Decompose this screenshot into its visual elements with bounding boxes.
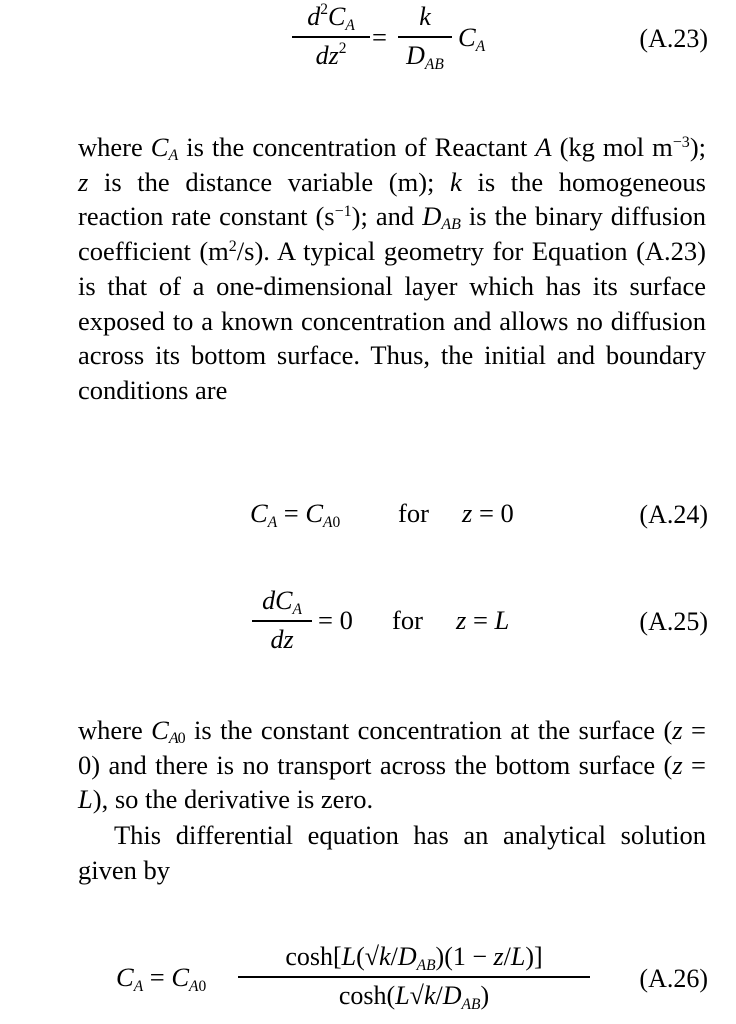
paragraph-3: This differential equation has an analytical solution given by <box>78 820 706 885</box>
eq-a25-for: for <box>392 605 423 635</box>
eq-a23-rhs-var: CA <box>458 22 486 55</box>
eq-a25-cond: z = L <box>456 605 510 635</box>
eq-a23-equals: = <box>372 22 387 52</box>
eq-a26-fraction: cosh[L(√k/DAB)(1 − z/L)] cosh(L√k/DAB) <box>238 942 590 1011</box>
paragraph-2: where $C_{A0}$ is the constant concentration at the surface (z = 0) and there is no transport across the bottom surface (z = L), so the derivative is zero. <box>78 715 706 815</box>
eq-a23-rhs-fraction: k DAB <box>398 2 452 71</box>
eq-a23-number: (A.23) <box>639 24 708 53</box>
eq-a25-number: (A.25) <box>639 607 708 636</box>
eq-a24-number: (A.24) <box>639 500 708 529</box>
eq-a24-for: for <box>398 498 429 528</box>
eq-a26-lhs: CA = CA0 <box>116 962 207 995</box>
eq-a23-lhs-fraction: $d^2CA$ $dz^2$ <box>292 2 370 71</box>
eq-a24-body: CA = CA0 <box>250 498 341 531</box>
eq-a24-cond: z = 0 <box>462 498 514 528</box>
paragraph-1: where $C_A$ is the concentration of Reactant A (kg mol $m^{-3}$); z is the distance variable (m); k is the homogeneous reaction rate constant $(s^{-1})$; and $D_{AB}$ is the binary diffusion coefficient $(m^2/s)$. A typical geometry for Equation (A.23) is that of a one-dimensional layer which has its surface exposed to a known concentration and allows no diffusion across its bottom surface. Thus, the initial and boundary conditions are <box>78 132 706 405</box>
eq-a25-fraction: dCA dz <box>252 586 312 655</box>
eq-a25-rhs: = 0 <box>318 605 353 635</box>
eq-a26-number: (A.26) <box>639 964 708 993</box>
